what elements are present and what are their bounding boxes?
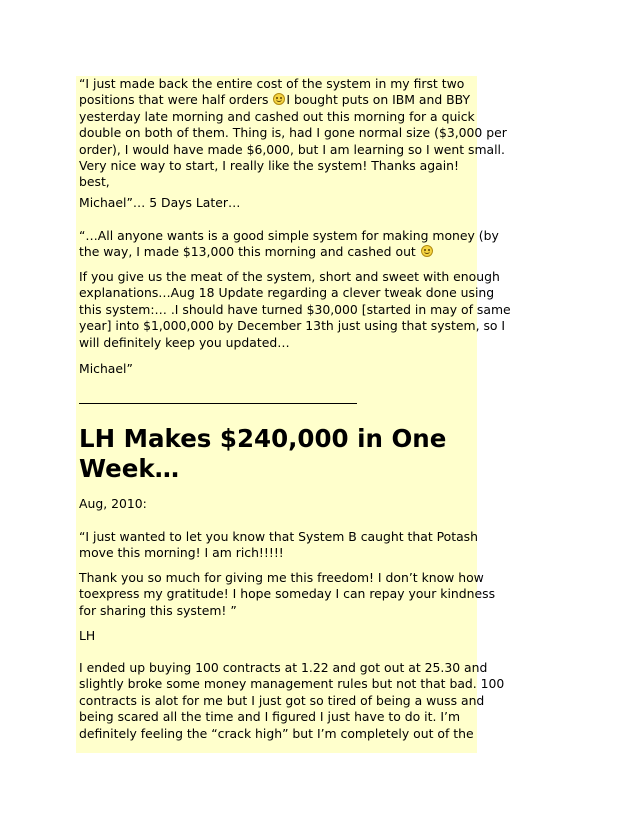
text-line: If you give us the meat of the system, short and sweet with enough [79,269,500,284]
text-line: Very nice way to start, I really like the system! Thanks again! [79,157,459,173]
text-line: yesterday late morning and cashed out this morning for a quick [79,108,475,124]
text-line: contracts is alot for me but I just got so tired of being a wuss and [79,692,485,708]
smiley-icon [421,245,433,257]
lh-quote-paragraph-2 [79,570,496,619]
text-line: “…All anyone wants is a good simple system for making money (by [79,228,499,243]
text-segment: I bought puts on IBM and BBY [286,92,471,108]
text-line: “I just made back the entire cost of the system in my first two [79,76,465,91]
text-segment: the way, I made $13,000 this morning and cashed out [79,244,416,260]
text-line: I ended up buying 100 contracts at 1.22 and got out at 25.30 and [79,660,488,675]
text-line: order), I would have made $6,000, but I am learning so I went small. [79,141,505,157]
text-line: definitely feeling the “crack high” but I’m completely out of the [79,725,474,741]
text-line: Michael”… 5 Days Later… [79,195,241,210]
text-line: Michael” [79,361,133,376]
testimonial-michael-paragraph-3 [79,269,511,351]
text-line [79,92,479,108]
text-line: being scared all the time and I figured I just have to do it. I’m [79,709,461,725]
testimonial-michael-closing [79,361,479,377]
testimonial-michael-paragraph-2 [79,228,499,261]
lh-author [79,628,479,644]
text-line: explanations…Aug 18 Update regarding a clever tweak done using [79,285,495,301]
text-line: this system:… .I should have turned $30,000 [started in may of same [79,301,511,317]
text-line: double on both of them. Thing is, had I gone normal size ($3,000 per [79,125,507,141]
lh-quote-paragraph-3 [79,660,505,742]
text-line: for sharing this system! ” [79,602,237,618]
text-segment: positions that were half orders [79,92,269,108]
heading-line: Week… [79,454,180,483]
text-line [79,244,479,260]
text-line: Aug, 2010: [79,496,147,511]
text-line: move this morning! I am rich!!!!! [79,545,284,561]
section-date [79,496,479,512]
text-line: slightly broke some money management rules but not that bad. 100 [79,676,505,692]
heading-line: LH Makes $240,000 in One [79,424,447,453]
text-line: will definitely keep you updated… [79,334,290,350]
text-line: “I just wanted to let you know that System B caught that Potash [79,529,478,544]
text-line: best, [79,174,110,190]
text-line: LH [79,628,96,643]
section-divider [79,403,357,404]
section-heading [79,424,446,484]
text-line: Thank you so much for giving me this freedom! I don’t know how [79,570,484,585]
testimonial-michael-signoff [79,195,479,211]
smiley-icon [273,93,285,105]
lh-quote-paragraph-1 [79,529,479,562]
text-line: year] into $1,000,000 by December 13th just using that system, so I [79,318,506,334]
testimonial-michael-paragraph-1 [79,76,507,191]
text-line: toexpress my gratitude! I hope someday I can repay your kindness [79,586,496,602]
